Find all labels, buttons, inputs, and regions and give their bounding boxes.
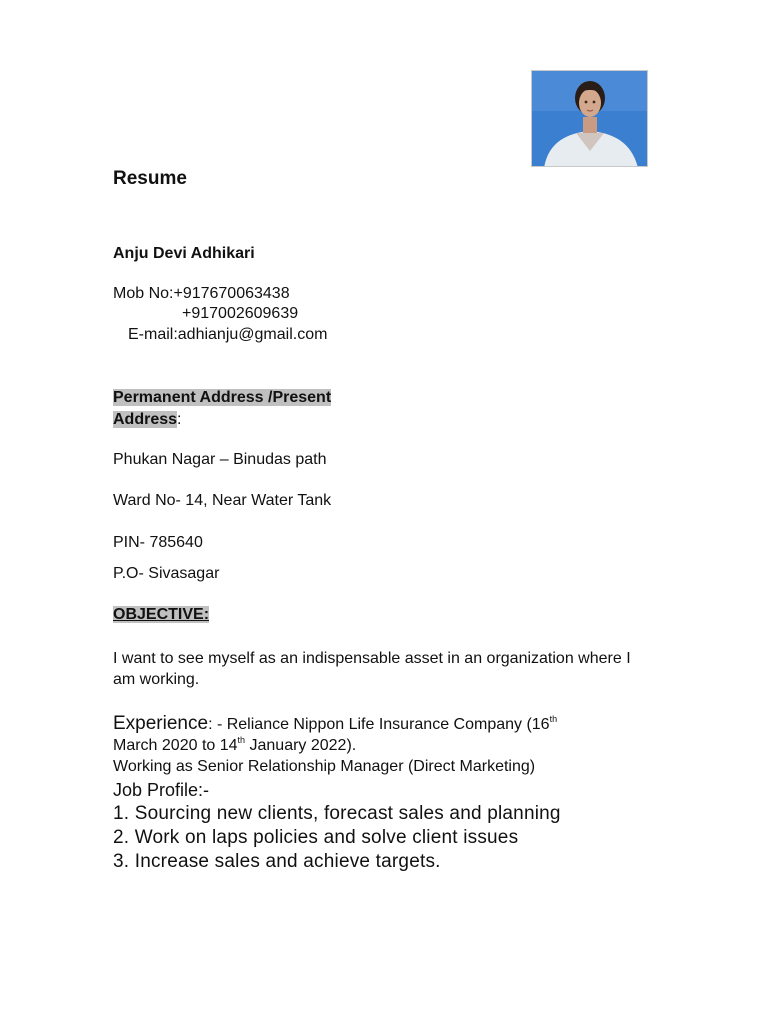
person-photo-icon <box>532 71 648 167</box>
job-profile-item: 3. Increase sales and achieve targets. <box>113 851 441 872</box>
objective-heading <box>113 606 209 624</box>
experience-dates-end: January 2022). <box>245 737 357 754</box>
profile-photo <box>531 70 648 167</box>
address-heading-line1: Permanent Address /Present <box>113 389 332 406</box>
mobile-number-primary: Mob No:+917670063438 <box>113 285 290 302</box>
experience-sup-1: th <box>549 714 558 724</box>
address-heading <box>113 387 373 431</box>
address-heading-colon: : <box>177 411 182 428</box>
experience-role: Working as Senior Relationship Manager (Direct Marketing) <box>113 758 536 775</box>
address-post-office: P.O- Sivasagar <box>113 565 220 582</box>
experience-section <box>113 713 673 756</box>
email-address: E-mail:adhianju@gmail.com <box>128 326 328 343</box>
experience-label: Experience <box>113 713 209 734</box>
experience-company: : - Reliance Nippon Life Insurance Company (16 <box>208 716 550 733</box>
experience-sup-2: th <box>237 735 246 745</box>
resume-title: Resume <box>113 168 187 189</box>
job-profile-item: 2. Work on laps policies and solve client issues <box>113 827 519 848</box>
job-profile-item: 1. Sourcing new clients, forecast sales and planning <box>113 803 561 824</box>
address-line-2: Ward No- 14, Near Water Tank <box>113 492 332 509</box>
address-pin: PIN- 785640 <box>113 534 203 551</box>
experience-dates-start: March 2020 to 14 <box>113 737 238 754</box>
mobile-number-secondary: +917002609639 <box>182 305 299 322</box>
address-heading-line2: Address <box>113 411 178 428</box>
address-line-1: Phukan Nagar – Binudas path <box>113 451 327 468</box>
objective-text: I want to see myself as an indispensable asset in an organization where I am working. <box>113 650 631 688</box>
applicant-name: Anju Devi Adhikari <box>113 245 255 262</box>
objective-heading-text: OBJECTIVE: <box>113 606 210 623</box>
job-profile-heading: Job Profile:- <box>113 780 210 800</box>
